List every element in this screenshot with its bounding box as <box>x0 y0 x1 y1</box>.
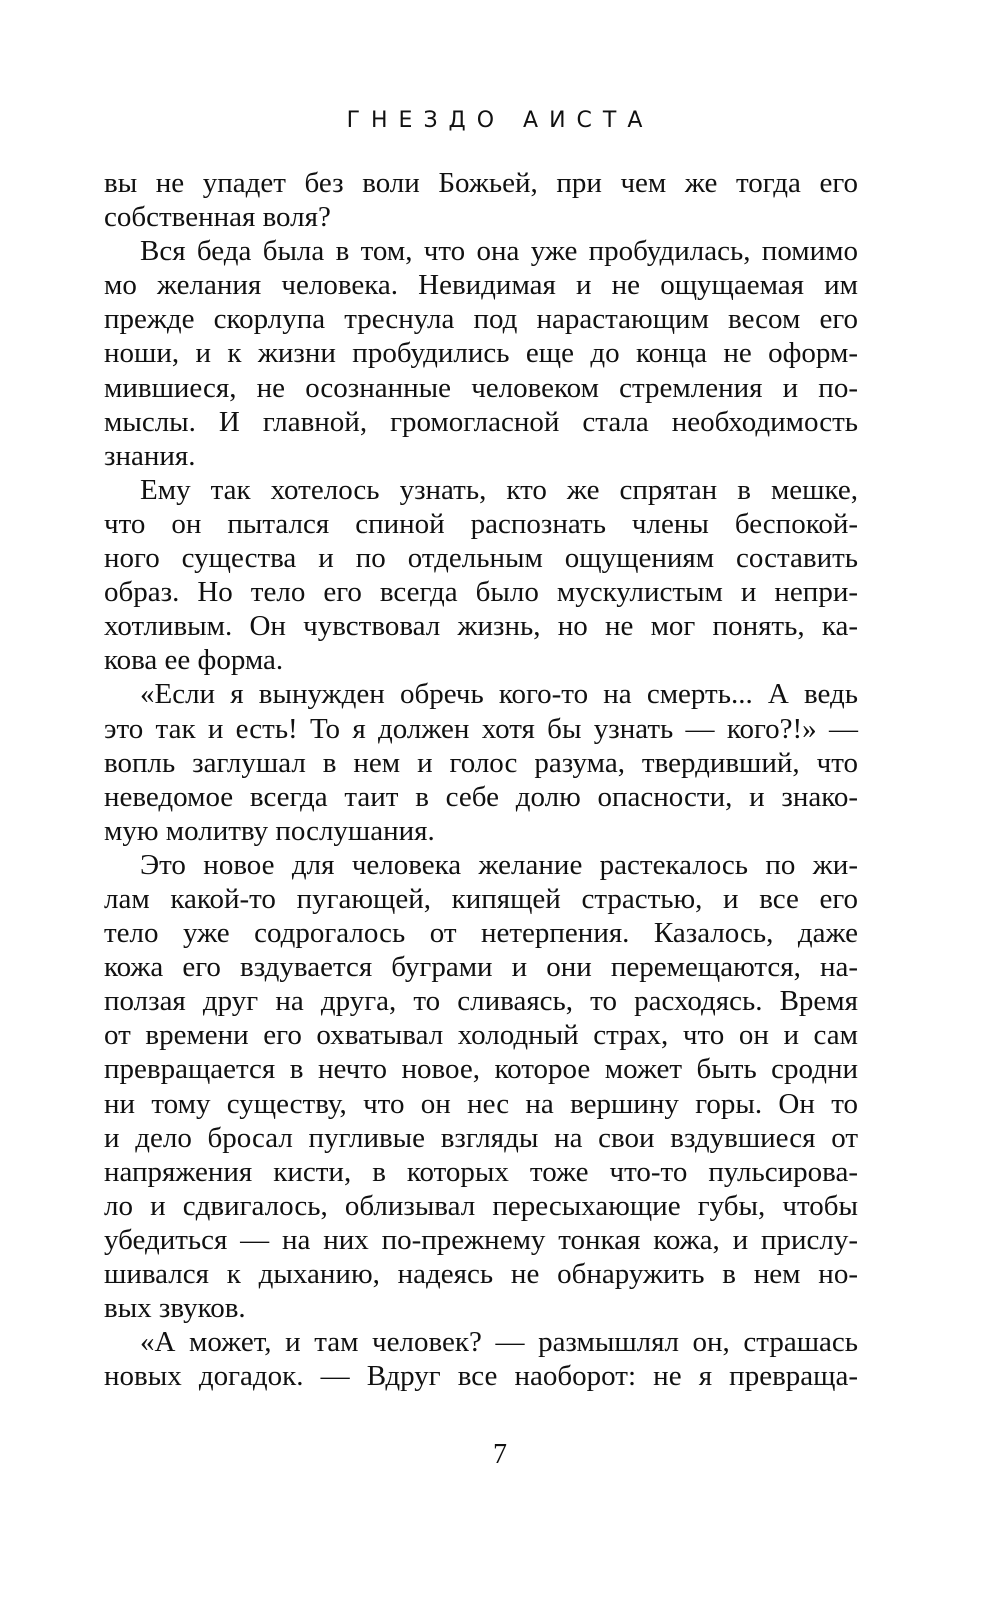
text-line: знания. <box>104 439 196 472</box>
running-head: ГНЕЗДО АИСТА <box>346 108 654 133</box>
text-line: что он пытался спиной распознать члены беспокой- <box>104 507 858 540</box>
text-line: кожа его вздувается буграми и они перемещаются, на- <box>104 951 858 984</box>
text-line: лам какой-то пугающей, кипящей страстью, и все его <box>104 882 858 915</box>
text-line: тело уже содрогалось от нетерпения. Казалось, даже <box>104 917 858 950</box>
text-line: превращается в нечто новое, которое может быть сродни <box>104 1053 858 1086</box>
page-number: 7 <box>493 1439 507 1470</box>
text-line: напряжения кисти, в которых тоже что-то пульсирова- <box>104 1155 858 1188</box>
text-line: мо желания человека. Невидимая и не ощущаемая им <box>104 269 858 302</box>
text-line: Ему так хотелось узнать, кто же спрятан в мешке, <box>140 473 858 506</box>
body-text <box>104 166 858 1393</box>
text-line: ползая друг на друга, то сливаясь, то расходясь. Время <box>104 985 858 1018</box>
text-line: мыслы. И главной, громогласной стала необходимость <box>104 405 858 438</box>
text-line: прежде скорлупа треснула под нарастающим весом его <box>104 303 858 336</box>
text-line: мую молитву послушания. <box>104 814 435 847</box>
text-line: новых догадок. — Вдруг все наоборот: не я превраща- <box>104 1360 858 1393</box>
text-line: неведомое всегда таит в себе долю опасности, и знако- <box>104 780 858 813</box>
text-line: мившиеся, не осознанные человеком стремления и по- <box>104 371 858 404</box>
text-line: Это новое для человека желание растекалось по жи- <box>140 848 858 881</box>
text-line: Вся беда была в том, что она уже пробудилась, помимо <box>140 235 858 268</box>
text-line: образ. Но тело его всегда было мускулистым и непри- <box>104 576 858 609</box>
text-line: и дело бросал пугливые взгляды на свои вздувшиеся от <box>104 1121 858 1154</box>
text-line: ни тому существу, что он нес на вершину горы. Он то <box>104 1087 858 1120</box>
text-line: от времени его охватывал холодный страх, что он и сам <box>104 1019 858 1052</box>
text-line: шивался к дыханию, надеясь не обнаружить в нем но- <box>104 1258 858 1290</box>
text-line: ло и сдвигалось, облизывал пересыхающие губы, чтобы <box>104 1189 858 1222</box>
text-line: вых звуков. <box>104 1292 246 1325</box>
text-line: хотливым. Он чувствовал жизнь, но не мог понять, ка- <box>104 610 858 643</box>
text-line: ноши, и к жизни пробудились еще до конца не оформ- <box>104 337 858 370</box>
text-line: убедиться — на них по-прежнему тонкая кожа, и прислу- <box>104 1223 858 1256</box>
text-line: кова ее форма. <box>104 644 284 677</box>
text-line: вы не упадет без воли Божьей, при чем же тогда его <box>104 167 858 199</box>
text-line: «А может, и там человек? — размышлял он, страшась <box>140 1326 858 1359</box>
text-line: ного существа и по отдельным ощущениям составить <box>104 542 858 575</box>
text-line: это так и есть! То я должен хотя бы узнать — кого?!» — <box>104 712 858 745</box>
text-line: «Если я вынужден обречь кого-то на смерть... А ведь <box>140 678 858 711</box>
text-line: собственная воля? <box>104 201 331 234</box>
text-line: вопль заглушал в нем и голос разума, твердивший, что <box>104 746 858 779</box>
